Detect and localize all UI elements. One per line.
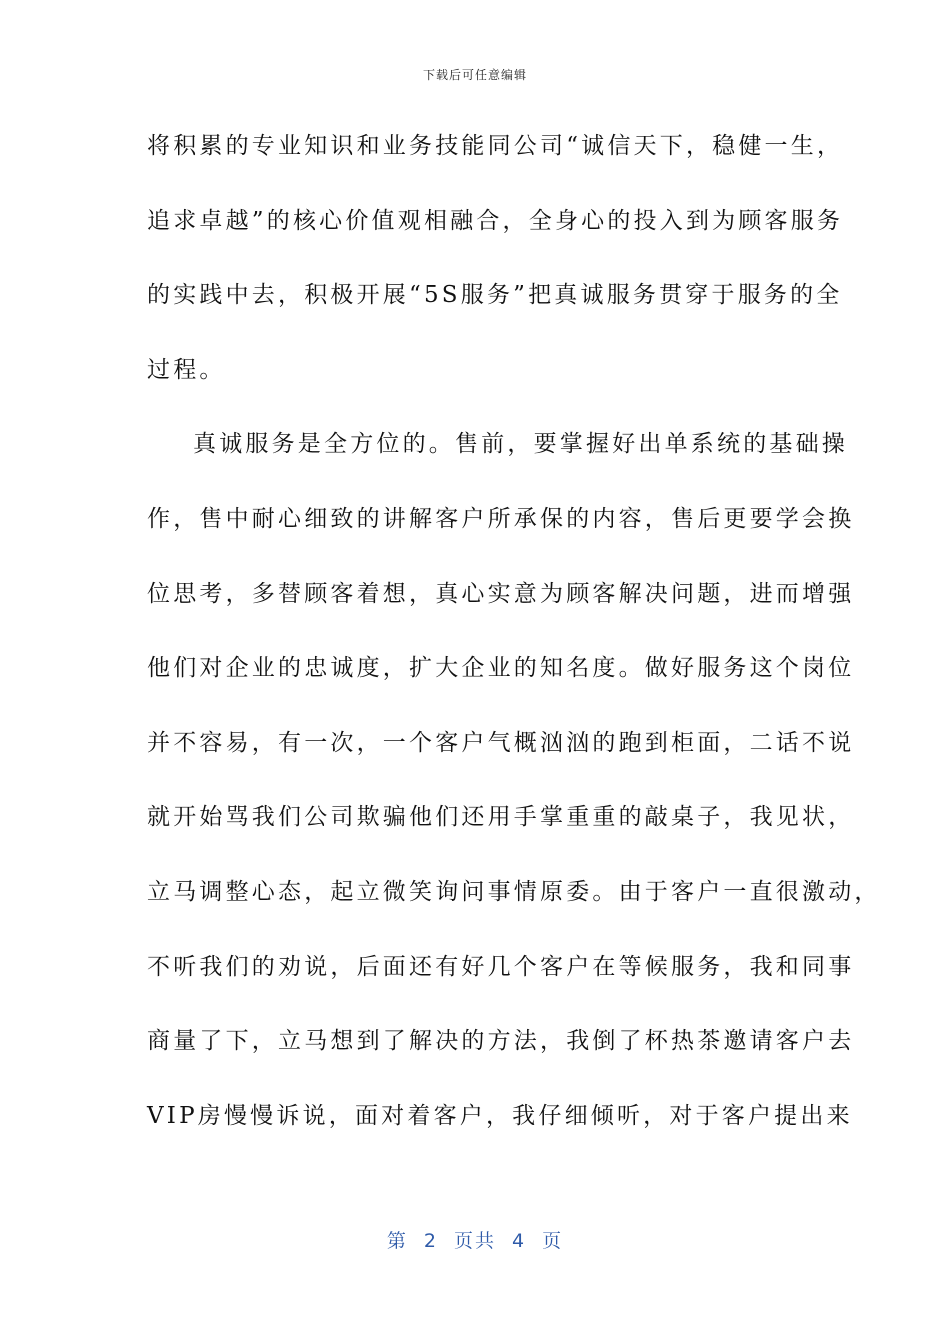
- text-line: 过程。: [147, 356, 226, 383]
- text-line: 将积累的专业知识和业务技能同公司“诚信天下，稳健一生，: [147, 133, 844, 159]
- text-line: 作，售中耐心细致的讲解客户所承保的内容，售后更要学会换: [147, 505, 855, 532]
- text-line: 就开始骂我们公司欺骗他们还用手掌重重的敲桌子，我见状，: [147, 804, 855, 831]
- current-page-number: 2: [423, 1230, 438, 1252]
- footer-middle: 页共: [453, 1230, 496, 1252]
- total-pages-number: 4: [512, 1230, 527, 1252]
- page-header: 下载后可任意编辑: [422, 68, 527, 82]
- text-line: 的实践中去，积极开展“5S服务”把真诚服务贯穿于服务的全: [147, 282, 843, 309]
- page-number-footer: [0, 1226, 950, 1253]
- footer-suffix: 页: [542, 1230, 564, 1252]
- text-line: 不听我们的劝说，后面还有好几个客户在等候服务，我和同事: [147, 953, 855, 980]
- footer-prefix: 第: [386, 1230, 408, 1252]
- text-line: 并不容易，有一次，一个客户气概汹汹的跑到柜面，二话不说: [147, 729, 855, 756]
- text-line: 位思考，多替顾客着想，真心实意为顾客解决问题，进而增强: [147, 580, 855, 607]
- document-body: [147, 124, 881, 1168]
- text-line: VIP房慢慢诉说，面对着客户，我仔细倾听，对于客户提出来: [147, 1102, 853, 1129]
- paragraph-first-line: 真诚服务是全方位的。售前，要掌握好出单系统的基础操: [193, 431, 848, 458]
- text-line: 追求卓越”的核心价值观相融合，全身心的投入到为顾客服务: [147, 207, 844, 234]
- text-line: 他们对企业的忠诚度，扩大企业的知名度。做好服务这个岗位: [147, 655, 855, 682]
- text-line: 立马调整心态，起立微笑询问事情原委。由于客户一直很激动，: [147, 878, 881, 905]
- text-line: 商量了下，立马想到了解决的方法，我倒了杯热茶邀请客户去: [147, 1028, 855, 1055]
